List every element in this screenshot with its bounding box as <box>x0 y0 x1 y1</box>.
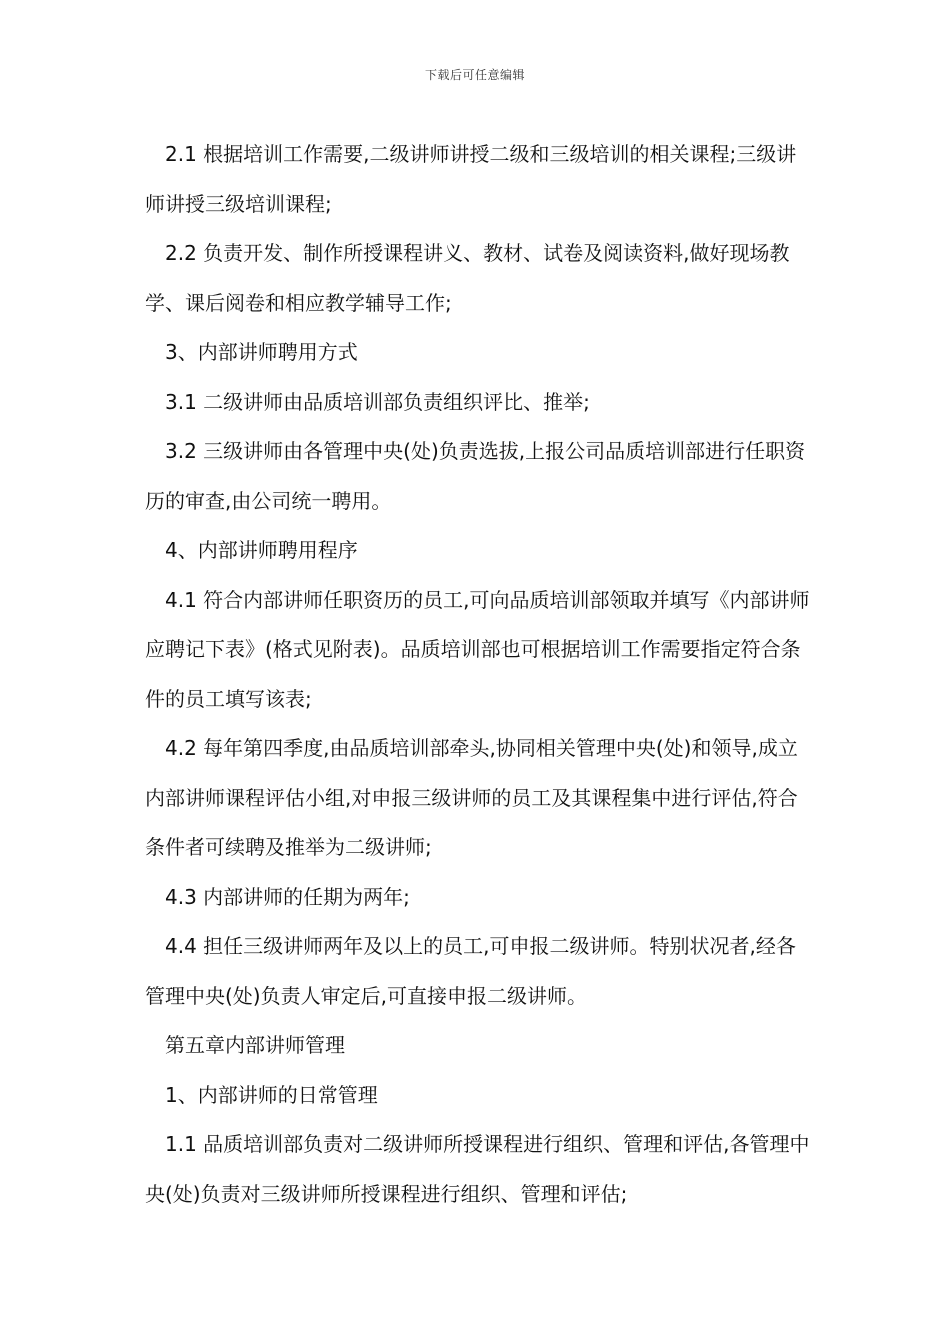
section-heading-1: 1、内部讲师的日常管理 <box>165 1082 378 1107</box>
page-header: 下载后可任意编辑 <box>424 68 525 82</box>
paragraph-2-2: 2.2 负责开发、制作所授课程讲义、教材、试卷及阅读资料,做好现场教学、课后阅卷和相应教学辅导工作; <box>145 241 790 315</box>
paragraph-4-3: 4.3 内部讲师的任期为两年; <box>165 884 410 909</box>
paragraph-1-1: 1.1 品质培训部负责对二级讲师所授课程进行组织、管理和评估,各管理中央(处)负责对三级讲师所授课程进行组织、管理和评估; <box>145 1132 810 1206</box>
section-heading-4: 4、内部讲师聘用程序 <box>165 538 358 562</box>
paragraph-4-2: 4.2 每年第四季度,由品质培训部牵头,协同相关管理中央(处)和领导,成立内部讲师课程评估小组,对申报三级讲师的员工及其课程集中进行评估,符合条件者可续聘及推举为二级讲师; <box>145 736 798 859</box>
paragraph-4-1: 4.1 符合内部讲师任职资历的员工,可向品质培训部领取并填写《内部讲师应聘记下表》(格式见附表)。品质培训部也可根据培训工作需要指定符合条件的员工填写该表; <box>145 587 810 711</box>
chapter-heading-5: 第五章内部讲师管理 <box>165 1033 345 1057</box>
paragraph-4-4: 4.4 担任三级讲师两年及以上的员工,可申报二级讲师。特别状况者,经各管理中央(处)负责人审定后,可直接申报二级讲师。 <box>145 934 796 1008</box>
document-body <box>145 130 815 1219</box>
paragraph-3-2: 3.2 三级讲师由各管理中央(处)负责选拔,上报公司品质培训部进行任职资历的审查,由公司统一聘用。 <box>145 439 806 513</box>
section-heading-3: 3、内部讲师聘用方式 <box>165 340 358 364</box>
paragraph-3-1: 3.1 二级讲师由品质培训部负责组织评比、推举; <box>165 389 590 414</box>
paragraph-2-1: 2.1 根据培训工作需要,二级讲师讲授二级和三级培训的相关课程;三级讲师讲授三级培训课程; <box>145 142 797 216</box>
